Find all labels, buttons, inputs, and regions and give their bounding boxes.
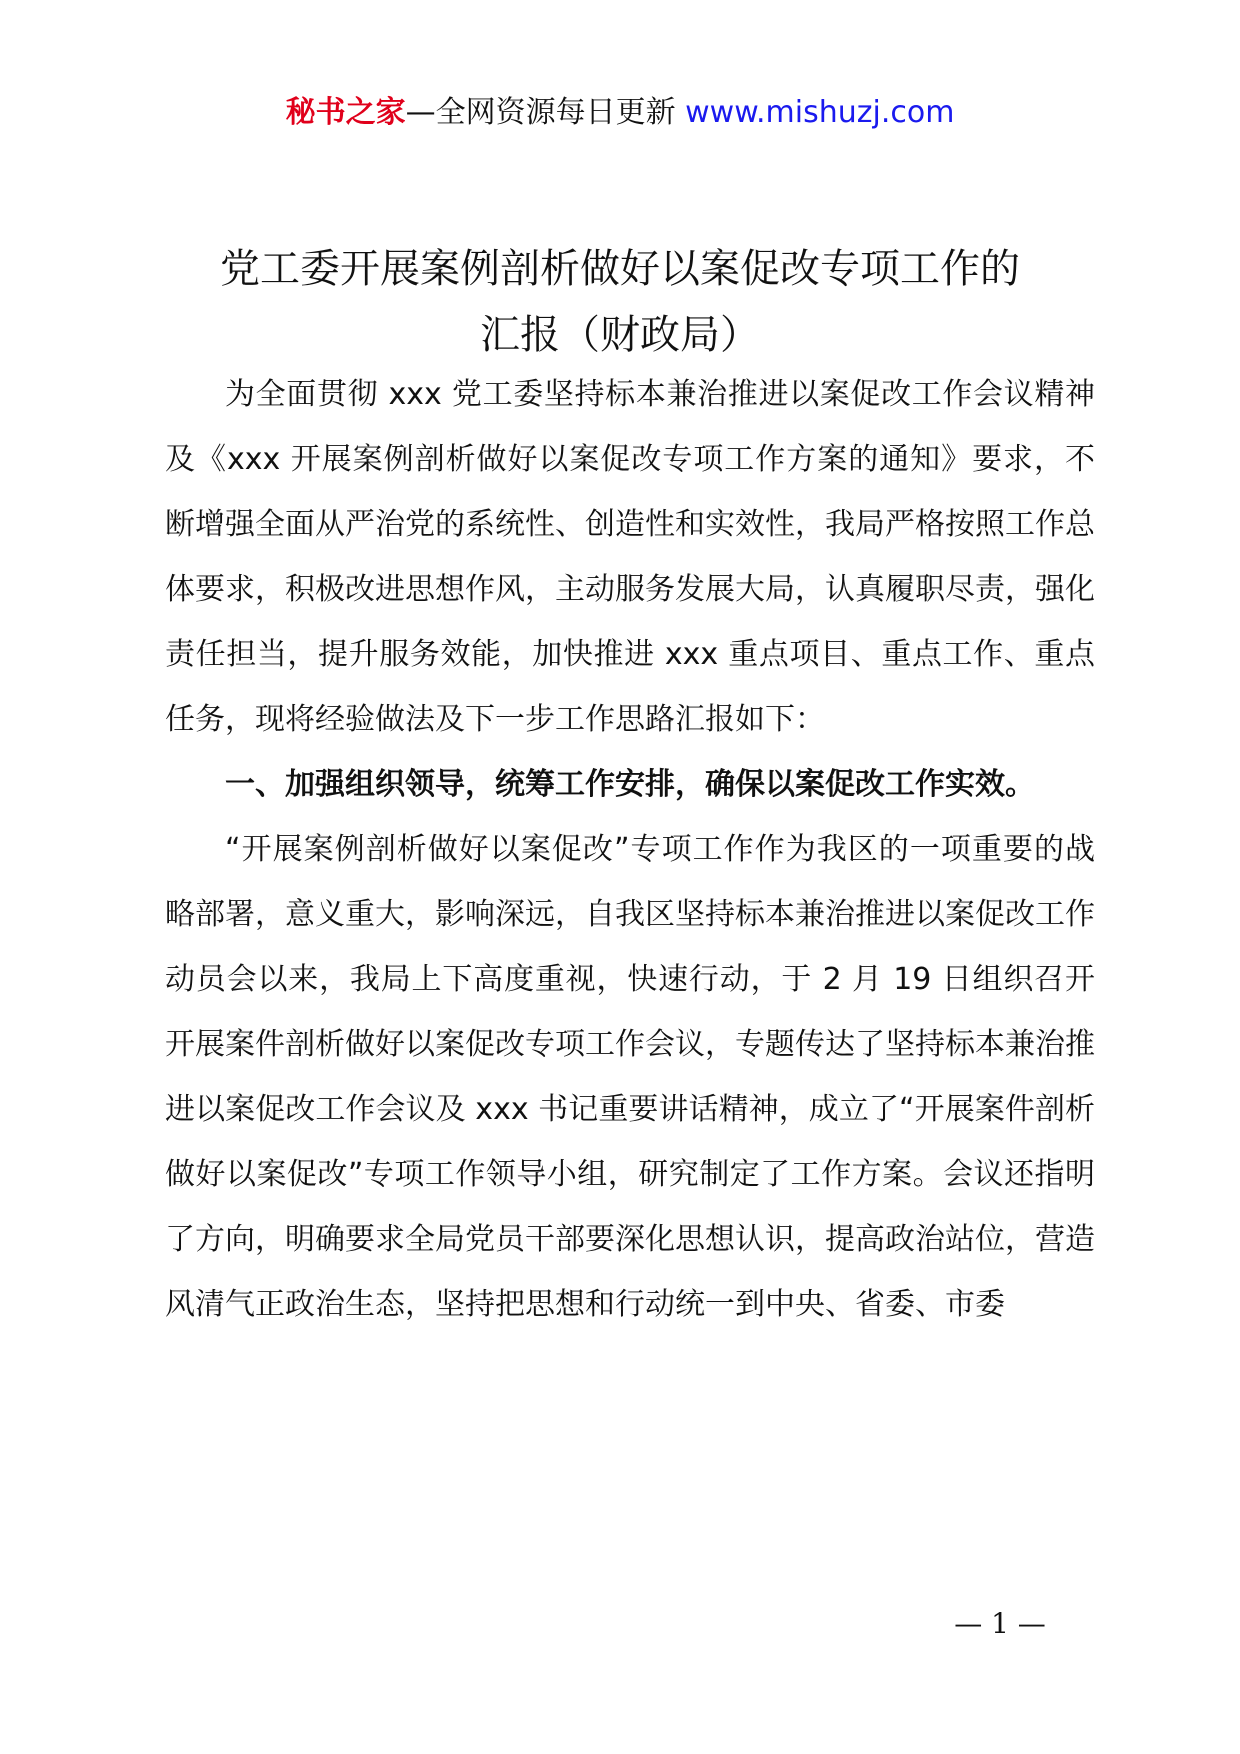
site-brand: 秘书之家: [285, 95, 406, 130]
intro-paragraph: 为全面贯彻 xxx 党工委坚持标本兼治推进以案促改工作会议精神及《xxx 开展案例剖析做好以案促改专项工作方案的通知》要求，不断增强全面从严治党的系统性、创造性和实效性，我局严格按照工作总体要求，积极改进思想作风，主动服务发展大局，认真履职尽责，强化责任担当，提升服务效能，加快推进 xxx 重点项目、重点工作、重点任务，现将经验做法及下一步工作思路汇报如下：: [165, 377, 1095, 737]
site-header: [0, 90, 1240, 136]
document-title-line-1: 党工委开展案例剖析做好以案促改专项工作的: [220, 246, 1020, 292]
section-heading-1: 一、加强组织领导，统筹工作安排，确保以案促改工作实效。: [225, 767, 1035, 802]
site-tagline: —全网资源每日更新: [405, 95, 686, 130]
body-paragraph: “开展案例剖析做好以案促改”专项工作作为我区的一项重要的战略部署，意义重大，影响深远，自我区坚持标本兼治推进以案促改工作动员会以来，我局上下高度重视，快速行动，于 2 月 19 日组织召开开展案件剖析做好以案促改专项工作会议，专题传达了坚持标本兼治推进以案促改工作会议及 xxx 书记重要讲话精神，成立了“开展案件剖析做好以案促改”专项工作领导小组，研究制定了工作方案。会议还指明了方向，明确要求全局党员干部要深化思想认识，提高政治站位，营造风清气正政治生态，坚持把思想和行动统一到中央、省委、市委: [165, 832, 1095, 1322]
site-url-link[interactable]: www.mishuzj.com: [685, 95, 955, 130]
document-title-line-2: 汇报（财政局）: [480, 312, 760, 358]
page-number: — 1 —: [954, 1607, 1046, 1640]
document-title: [100, 236, 1140, 368]
document-body: [165, 362, 1095, 1337]
